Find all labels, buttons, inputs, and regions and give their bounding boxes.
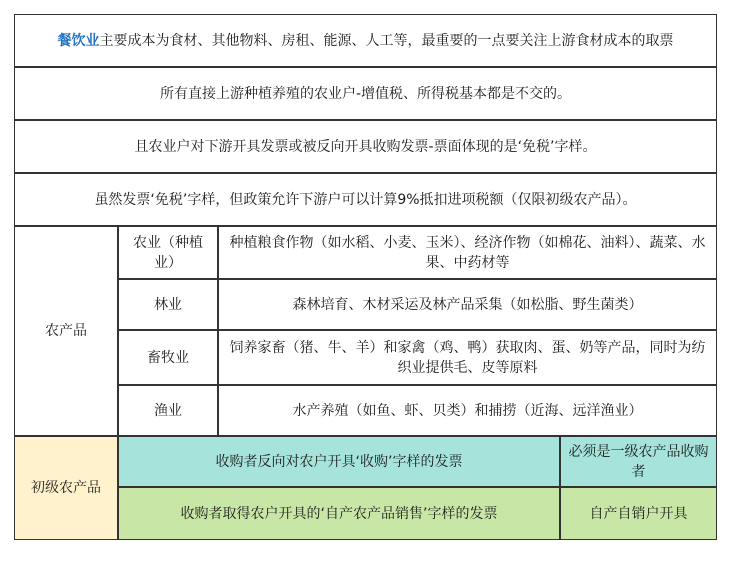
tax-exemption-row: 所有直接上游种植养殖的农业户-增值税、所得税基本都是不交的。 — [14, 67, 717, 120]
category-fishery: 渔业 — [118, 385, 218, 436]
agri-products-label: 农产品 — [14, 226, 118, 436]
category-livestock: 畜牧业 — [118, 330, 218, 385]
desc-farming: 种植粮食作物（如水稻、小麦、玉米）、经济作物（如棉花、油料）、蔬菜、水果、中药材等 — [218, 226, 717, 279]
reverse-invoice-cell: 收购者反向对农户开具‘收购’字样的发票 — [118, 436, 560, 487]
desc-livestock: 饲养家畜（猪、牛、羊）和家禽（鸡、鸭）获取肉、蛋、奶等产品，同时为纺织业提供毛、皮等原料 — [218, 330, 717, 385]
desc-fishery: 水产养殖（如鱼、虾、贝类）和捕捞（近海、远洋渔业） — [218, 385, 717, 436]
primary-products-label: 初级农产品 — [14, 436, 118, 540]
category-forestry: 林业 — [118, 279, 218, 330]
intro-text: 主要成本为食材、其他物料、房租、能源、人工等，最重要的一点要关注上游食材成本的取票 — [99, 32, 674, 49]
intro-row — [14, 14, 717, 67]
self-produced-invoice-cell: 收购者取得农户开具的‘自产农产品销售’字样的发票 — [118, 487, 560, 540]
first-level-buyer-note: 必须是一级农产品收购者 — [560, 436, 717, 487]
desc-forestry: 森林培育、木材采运及林产品采集（如松脂、野生菌类） — [218, 279, 717, 330]
invoice-row: 且农业户对下游开具发票或被反向开具收购发票-票面体现的是‘免税’字样。 — [14, 120, 717, 173]
self-producer-note: 自产自销户开具 — [560, 487, 717, 540]
deduction-row: 虽然发票‘免税’字样，但政策允许下游户可以计算9%抵扣进项税额（仅限初级农产品）。 — [14, 173, 717, 226]
category-farming: 农业（种植业） — [118, 226, 218, 279]
industry-highlight: 餐饮业 — [57, 32, 100, 49]
